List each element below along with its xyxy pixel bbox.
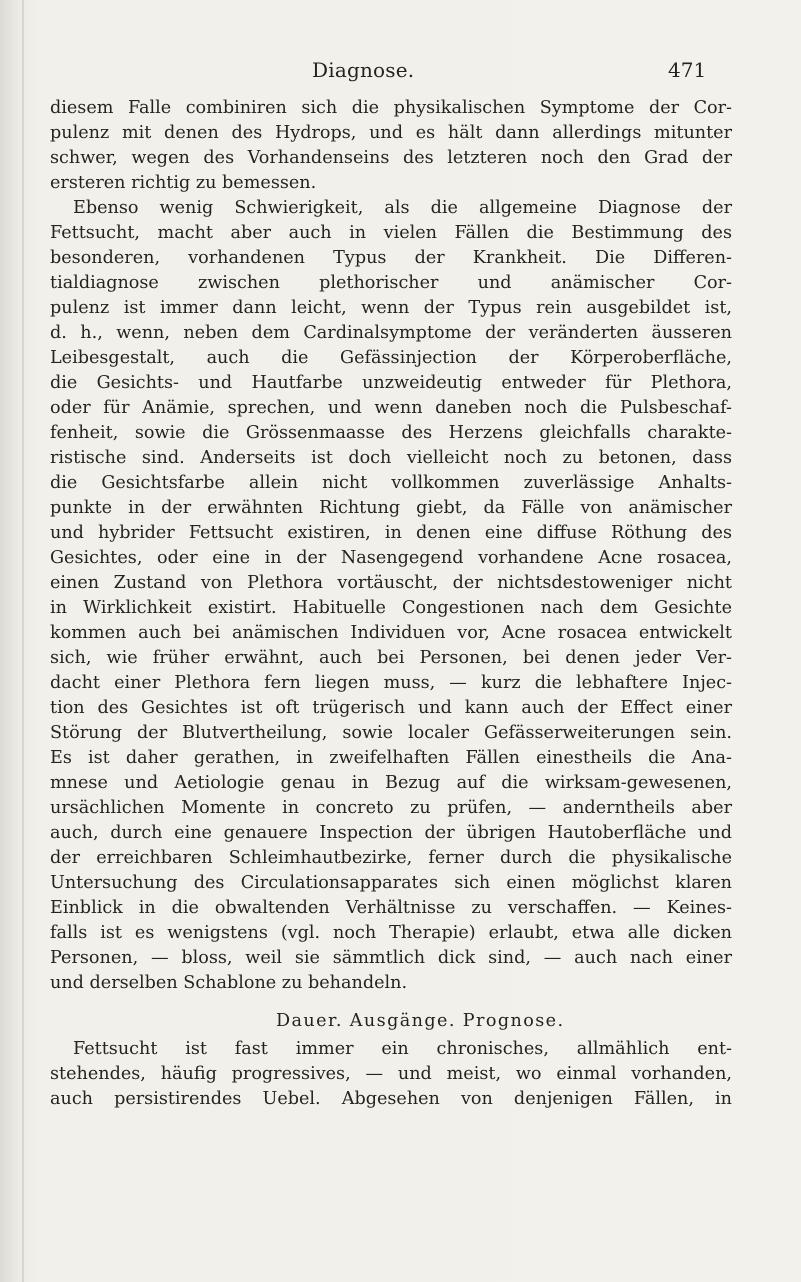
section-heading: Dauer. Ausgänge. Prognose. — [276, 1011, 565, 1031]
text-line: auch persistirendes Uebel. Abgesehen von denjenigen Fällen, in — [50, 1089, 732, 1109]
text-line: besonderen, vorhandenen Typus der Krankheit. Die Differen- — [50, 248, 732, 268]
text-line: Ebenso wenig Schwierigkeit, als die allgemeine Diagnose der — [73, 198, 732, 218]
text-line: Fettsucht, macht aber auch in vielen Fällen die Bestimmung des — [50, 223, 732, 243]
text-line: ursächlichen Momente in concreto zu prüfen, — anderntheils aber — [50, 798, 732, 818]
text-line: ersteren richtig zu bemessen. — [50, 173, 317, 193]
body-text — [50, 96, 732, 1112]
text-line: und derselben Schablone zu behandeln. — [50, 973, 408, 993]
text-line: die Gesichts- und Hautfarbe unzweideutig entweder für Plethora, — [50, 373, 732, 393]
text-line: Leibesgestalt, auch die Gefässinjection der Körperoberfläche, — [50, 348, 732, 368]
text-line: Einblick in die obwaltenden Verhältnisse zu verschaffen. — Keines- — [50, 898, 732, 918]
text-line: Fettsucht ist fast immer ein chronisches, allmählich ent- — [73, 1039, 732, 1059]
text-line: die Gesichtsfarbe allein nicht vollkommen zuverlässige Anhalts- — [50, 473, 732, 493]
text-line: falls ist es wenigstens (vgl. noch Therapie) erlaubt, etwa alle dicken — [50, 923, 732, 943]
binding-gutter — [22, 0, 24, 1282]
text-line: Untersuchung des Circulationsapparates sich einen möglichst klaren — [50, 873, 732, 893]
text-line: tion des Gesichtes ist oft trügerisch und kann auch der Effect einer — [50, 698, 732, 718]
text-line: oder für Anämie, sprechen, und wenn daneben noch die Pulsbeschaf- — [50, 398, 732, 418]
text-line: sich, wie früher erwähnt, auch bei Personen, bei denen jeder Ver- — [50, 648, 732, 668]
text-line: pulenz ist immer dann leicht, wenn der Typus rein ausgebildet ist, — [50, 298, 732, 318]
text-line: stehendes, häufig progressives, — und meist, wo einmal vorhanden, — [50, 1064, 732, 1084]
text-line: tialdiagnose zwischen plethorischer und anämischer Cor- — [50, 273, 732, 293]
main-paragraphs — [50, 96, 732, 996]
running-head — [0, 58, 801, 88]
text-line: fenheit, sowie die Grössenmaasse des Herzens gleichfalls charakte- — [50, 423, 732, 443]
text-line: der erreichbaren Schleimhautbezirke, ferner durch die physikalische — [50, 848, 732, 868]
text-line: d. h., wenn, neben dem Cardinalsymptome der veränderten äusseren — [50, 323, 732, 343]
text-line: kommen auch bei anämischen Individuen vor, Acne rosacea entwickelt — [50, 623, 732, 643]
text-line: punkte in der erwähnten Richtung giebt, da Fälle von anämischer — [50, 498, 732, 518]
text-line: in Wirklichkeit existirt. Habituelle Congestionen nach dem Gesichte — [50, 598, 732, 618]
page-number: 471 — [668, 58, 707, 82]
text-line: diesem Falle combiniren sich die physikalischen Symptome der Cor- — [50, 98, 732, 118]
text-line: und hybrider Fettsucht existiren, in denen eine diffuse Röthung des — [50, 523, 732, 543]
text-line: einen Zustand von Plethora vortäuscht, der nichtsdestoweniger nicht — [50, 573, 732, 593]
text-line: mnese und Aetiologie genau in Bezug auf die wirksam-gewesenen, — [50, 773, 732, 793]
text-line: auch, durch eine genauere Inspection der übrigen Hautoberfläche und — [50, 823, 732, 843]
text-line: schwer, wegen des Vorhandenseins des letzteren noch den Grad der — [50, 148, 732, 168]
text-line: Es ist daher gerathen, in zweifelhaften Fällen einestheils die Ana- — [50, 748, 732, 768]
text-line: Gesichtes, oder eine in der Nasengegend vorhandene Acne rosacea, — [50, 548, 732, 568]
text-line: dacht einer Plethora fern liegen muss, — kurz die lebhaftere Injec- — [50, 673, 732, 693]
text-line: ristische sind. Anderseits ist doch vielleicht noch zu betonen, dass — [50, 448, 732, 468]
text-line: Personen, — bloss, weil sie sämmtlich dick sind, — auch nach einer — [50, 948, 732, 968]
running-head-title: Diagnose. — [312, 58, 415, 82]
text-line: Störung der Blutvertheilung, sowie localer Gefässerweiterungen sein. — [50, 723, 732, 743]
text-line: pulenz mit denen des Hydrops, und es hält dann allerdings mitunter — [50, 123, 732, 143]
section-paragraph — [50, 1037, 732, 1112]
